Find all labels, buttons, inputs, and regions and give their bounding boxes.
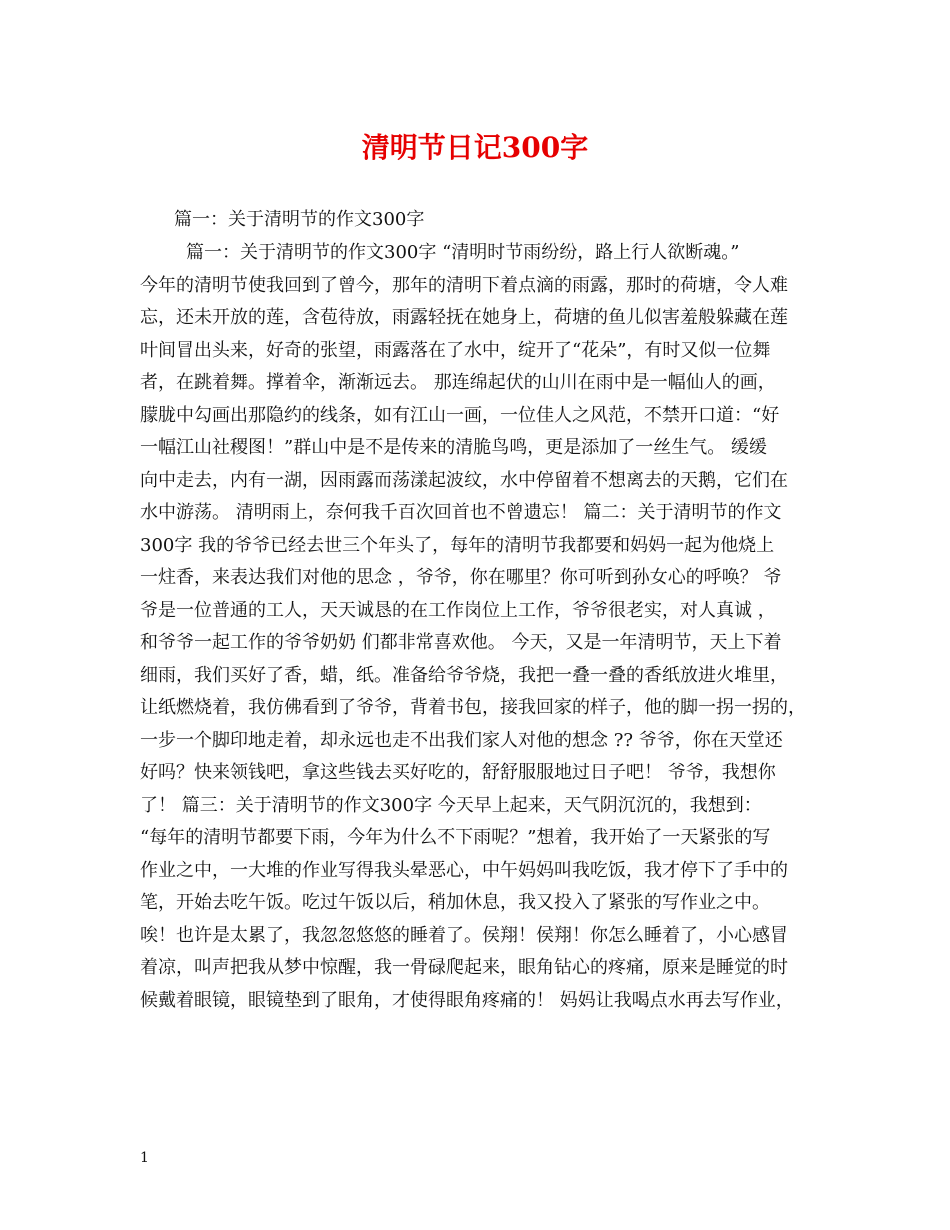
body-line: 让纸燃烧着，我仿佛看到了爷爷，背着书包，接我回家的样子，他的脚一拐一拐的， bbox=[140, 697, 806, 718]
body-line: 唉！也许是太累了，我忽忽悠悠的睡着了。侯翔！侯翔！你怎么睡着了，小心感冒 bbox=[140, 924, 788, 946]
body-line: 细雨，我们买好了香，蜡，纸。准备给爷爷烧，我把一叠一叠的香纸放进火堆里， bbox=[140, 664, 788, 686]
body-line: 一步一个脚印地走着，却永远也走不出我们家人对他的想念 ?? 爷爷，你在天堂还 bbox=[140, 729, 783, 751]
body-line: 者，在跳着舞。撑着伞，渐渐远去。 那连绵起伏的山川在雨中是一幅仙人的画， bbox=[140, 372, 776, 393]
body-line: 了！ 篇三：关于清明节的作文300字 今天早上起来，天气阴沉沉的，我想到： bbox=[140, 794, 762, 816]
body-line: 笔，开始去吃午饭。吃过午饭以后，稍加休息，我又投入了紧张的写作业之中。 bbox=[140, 892, 770, 913]
body-line: “每年的清明节都要下雨，今年为什么不下雨呢？”想着，我开始了一天紧张的写 bbox=[140, 827, 771, 848]
body-line: 一幅江山社稷图！”群山中是不是传来的清脆鸟鸣，更是添加了一丝生气。 缓缓 bbox=[140, 437, 767, 458]
body-line: 篇一：关于清明节的作文300字 “清明时节雨纷纷，路上行人欲断魂。” bbox=[186, 242, 740, 263]
body-line: 好吗？快来领钱吧，拿这些钱去买好吃的，舒舒服服地过日子吧！ 爷爷，我想你 bbox=[140, 762, 776, 783]
body-text bbox=[140, 237, 820, 1017]
body-line: 作业之中，一大堆的作业写得我头晕恶心，中午妈妈叫我吃饭，我才停下了手中的 bbox=[140, 859, 788, 881]
body-line: 朦胧中勾画出那隐约的线条，如有江山一画，一位佳人之风范，不禁开口道：“好 bbox=[140, 404, 780, 426]
body-line: 叶间冒出头来，好奇的张望，雨露落在了水中，绽开了“花朵”，有时又似一位舞 bbox=[140, 339, 771, 361]
body-line: 和爷爷一起工作的爷爷奶奶 们都非常喜欢他。 今天，又是一年清明节，天上下着 bbox=[140, 632, 782, 653]
document-title: 清明节日记300字 bbox=[361, 131, 589, 164]
page-number: 1 bbox=[140, 1150, 149, 1166]
body-line: 向中走去，内有一湖，因雨露而荡漾起波纹，水中停留着不想离去的天鹅，它们在 bbox=[140, 469, 788, 491]
body-line: 今年的清明节使我回到了曾今，那年的清明下着点滴的雨露，那时的荷塘，令人难 bbox=[140, 274, 788, 296]
body-line: 着凉，叫声把我从梦中惊醒，我一骨碌爬起来，眼角钻心的疼痛，原来是睡觉的时 bbox=[140, 957, 788, 978]
body-line: 一炷香，来表达我们对他的思念 ，爷爷，你在哪里？你可听到孙女心的呼唤？ 爷 bbox=[140, 567, 782, 588]
body-line: 忘，还未开放的莲，含苞待放，雨露轻抚在她身上，荷塘的鱼儿似害羞般躲藏在莲 bbox=[140, 307, 788, 328]
body-line: 300字 我的爷爷已经去世三个年头了，每年的清明节我都要和妈妈一起为他烧上 bbox=[140, 534, 775, 556]
body-line: 候戴着眼镜，眼镜垫到了眼角，才使得眼角疼痛的！ 妈妈让我喝点水再去写作业， bbox=[140, 989, 794, 1011]
section-subheading: 篇一：关于清明节的作文300字 bbox=[174, 209, 425, 230]
body-line: 爷是一位普通的工人，天天诚恳的在工作岗位上工作，爷爷很老实，对人真诚 ， bbox=[140, 599, 776, 621]
body-line: 水中游荡。 清明雨上，奈何我千百次回首也不曾遗忘！ 篇二：关于清明节的作文 bbox=[140, 502, 782, 523]
